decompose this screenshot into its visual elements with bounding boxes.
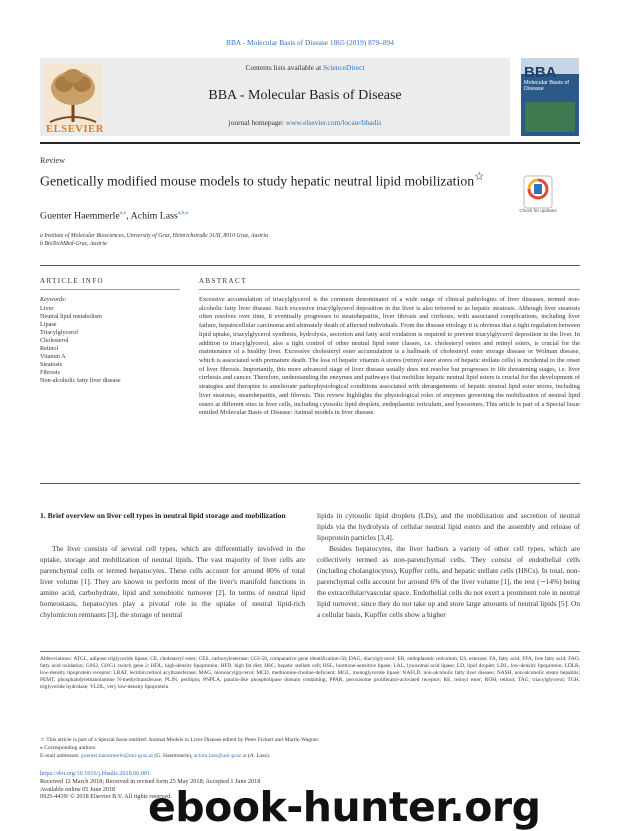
check-for-updates-label[interactable]: Check for updates — [519, 208, 557, 213]
journal-homepage-line — [110, 118, 500, 127]
sciencedirect-link[interactable]: ScienceDirect — [323, 63, 365, 72]
cover-illustration — [525, 102, 575, 132]
body-paragraph: The liver consists of several cell types, which are differentially involved in the uptake, storage and mobilization of neutral lipids. The vast majority of liver cells are parenchymal cells or termed hepatocytes. These cells account for around 80% of total liver volume [1]. They are known to perform most of the liver's manifold functions in amino acid, carbohydrate, lipid and xenobiotic turnover [2]. In terms of neutral lipid homeostasis, hepatocytes play a pivotal role in the uptake of neutral lipid-rich chylomicron remnants [3], the storage of neutral — [40, 544, 305, 619]
contents-prefix: Contents lists available at — [245, 63, 324, 72]
contents-line — [110, 63, 500, 72]
keywords-list — [40, 305, 121, 385]
body-paragraph: Besides hepatocytes, the liver harbors a variety of other cell types, which are collectively termed as non-parenchymal cells. They consist of endothelial cells (including cholangiocytes), Kupffer cells, and hepatic stellate cells (HSCs). In total, non-parenchymal cells account for around 6% of the liver volume [1], the rest (∼14%) being the extracellular/vascular space. Endothelial cells do not exert a prominent role in neutral lipid turnover, since they do not take up and store large amounts of neutral lipids [5]. On a cellular basis, Kupffer cells show a higher — [317, 544, 580, 619]
keywords-heading: Keywords: — [40, 296, 67, 303]
publisher-name: ELSEVIER — [46, 124, 104, 135]
copyright-line: 0925-4439/ © 2018 Elsevier B.V. All rights reserved. — [40, 793, 172, 801]
cover-subtitle: Molecular Basis of Disease — [524, 80, 569, 93]
affiliation: a Institute of Molecular Biosciences, University of Graz, Heinrichstraße 31/II, 8010 Graz, Austria — [40, 233, 268, 239]
body-paragraph: lipids in cytosolic lipid droplets (LDs), and the mobilization and secretion of neutral lipids via the hydrolysis of cellular neutral lipid esters and the assembly and release of lipoprotein particles [3,4]. — [317, 511, 580, 542]
keyword: Neutral lipid metabolism — [40, 313, 102, 321]
article-info-heading: ARTICLE INFO — [40, 277, 105, 285]
keywords-rule — [40, 289, 180, 290]
author-name[interactable]: Achim Lass — [130, 210, 178, 222]
email-link[interactable]: guenter.haemmerle@uni-graz.at — [81, 753, 153, 759]
email-footnote — [40, 753, 270, 759]
section-heading: 1. Brief overview on liver cell types in neutral lipid storage and mobilization — [40, 511, 286, 520]
check-for-updates-icon[interactable] — [523, 175, 553, 209]
doi-link[interactable]: https://doi.org/10.1016/j.bbadis.2018.06.001 — [40, 770, 151, 777]
email-owner: (G. Haemmerle), — [152, 753, 194, 759]
keyword: Steatosis — [40, 361, 63, 369]
author-list: Guenter Haemmerle$^{a,⁎}$, Achim Lass$^{a,b,⁎}$ — [40, 210, 189, 222]
body-column-left — [40, 543, 305, 620]
footnote-divider — [40, 651, 580, 652]
keyword: Liver — [40, 305, 54, 312]
keyword: Non-alcoholic fatty liver disease — [40, 377, 121, 385]
online-date: Available online 05 June 2018 — [40, 785, 116, 793]
keyword: Cholesterol — [40, 337, 69, 345]
email-prefix: E-mail addresses: — [40, 753, 82, 759]
body-column-right — [317, 510, 580, 620]
journal-homepage-link[interactable]: www.elsevier.com/locate/bbadis — [285, 118, 382, 127]
article-title — [40, 170, 510, 191]
email-link[interactable]: achim.lass@uni-graz.at — [193, 753, 247, 759]
article-type: Review — [40, 156, 66, 165]
title-footnote-mark[interactable]: ☆ — [474, 171, 485, 183]
journal-reference[interactable]: BBA - Molecular Basis of Disease 1865 (2019) 879–894 — [226, 38, 394, 47]
front-matter-divider — [40, 265, 580, 266]
received-dates: Received 12 March 2018; Received in revised form 25 May 2018; Accepted 1 June 2018 — [40, 778, 261, 785]
cover-title: BBA — [524, 64, 557, 81]
abstract-heading: ABSTRACT — [199, 277, 247, 285]
author-affiliation-marks[interactable]: a,⁎ — [119, 210, 127, 216]
corresponding-author-footnote: ⁎ Corresponding authors. — [40, 745, 97, 751]
keyword: Lipase — [40, 321, 57, 329]
author-name[interactable]: Guenter Haemmerle — [40, 210, 120, 222]
watermark-text: ebook-hunter.org — [148, 783, 541, 831]
special-issue-footnote: ☆ This article is part of a Special Issue entitled: Animal Models in Liver Disease edited by Peter Fickert and Martin Wagner. — [40, 737, 320, 743]
affiliation: b BioTechMed-Graz, Austria — [40, 241, 107, 247]
abstract-bottom-divider — [40, 483, 580, 484]
keyword: Triacylglycerol — [40, 329, 78, 337]
journal-title: BBA - Molecular Basis of Disease — [208, 88, 402, 103]
header-divider — [40, 142, 580, 144]
author-affiliation-marks[interactable]: a,b,⁎ — [177, 210, 189, 216]
elsevier-tree-logo-icon — [44, 64, 102, 128]
abstract-text: Excessive accumulation of triacylglycerol is the common denominator of a wide range of clinical pathologies of liver diseases, termed non-alcoholic fatty liver disease. Such excessive triacylglycerol deposition in the liver is also referred to as hepatic steatosis. Although liver steatosis often resolves over time, it eventually progresses to steatohepatitis, liver fibrosis and cirrhosis, with associated complications, including liver failure, hepatocellular carcinoma and ultimately death of affected individuals. From the disease etiology it is obvious that a tight regulation between lipid uptake, triacylglycerol synthesis, hydrolysis, secretion and fatty acid oxidation is required to prevent triacylglycerol deposition in the liver. In addition to triacylglycerol, also a tight control of other neutral lipid ester classes, i.e. cholesteryl esters and retinyl esters, is crucial for the maintenance of a healthy liver. Excessive cholesteryl ester accumulation is a hallmark of cholesteryl ester storage disease or Wolman disease, which is associated with premature death. The loss of hepatic vitamin A stores (retinyl ester stores of hepatic stellate cells) is incidental to the onset of liver fibrosis. Importantly, this more advanced stage of liver disease usually does not resolve but progresses to life threatening stages, i.e. liver cirrhosis and cancer. Therefore, understanding the enzymes and pathways that mobilize hepatic neutral lipid esters is crucial for the development of strategies and therapies to ameliorate pathophysiological conditions associated with derangements of hepatic neutral lipid ester stores, including liver steatosis, steatohepatitis, and fibrosis. This review highlights the physiological roles of enzymes governing the mobilization of neutral lipid esters at different sites in liver cells, including cytosolic lipid droplets, endoplasmic reticulum, and lysosomes. This article is part of a Special Issue entitled Molecular Basis of Disease: Animal models in liver disease. — [199, 296, 581, 417]
keyword: Retinol — [40, 345, 59, 353]
email-owner: (A. Lass). — [246, 753, 271, 759]
article-title-text: Genetically modified mouse models to study hepatic neutral lipid mobilization — [40, 173, 475, 189]
homepage-prefix: journal homepage: — [228, 118, 286, 127]
journal-cover-image — [521, 58, 579, 136]
keyword: Vitamin A — [40, 353, 66, 361]
keyword: Fibrosis — [40, 369, 60, 377]
abbreviations-footnote: Abbreviations: ATGL, adipose triglyceride lipase; CE, cholesteryl ester; CES, carboxylesterase; CGI-58, comparative gene identification-58; DAG, diacylglycerol; ER, endoplasmic reticulum; ES, esterase; FA, fatty acid; FFA, free fatty acid; FAO, fatty acid oxidation; G0S2, G0/G1 switch gene 2; HDL, high-density lipoprotein; HFD, high fat diet; HSC, hepatic stellate cell; HSL, hormone-sensitive lipase; LAL, lysosomal acid lipase; LD, lipid droplet; LDL, low-density lipoprotein; LDLR, low-density lipoprotein receptor; LRAT, lecithin:retinol acyltransferase; MAG, monoacylglycerol; MCD, methionine-choline-deficient; MGL, monoglyceride lipase; NAFLD, non-alcoholic fatty liver disease; NASH, non-alcoholic steato hepatitis; PEMT, phosphatidylethanolamine N-methyltransferase; PLIN, perilipin; PNPLA, patatin-like phospholipase domain containing; PPAR, peroxisome proliferator-activated receptor; RE, retinyl ester; ROH, retinol; TAG, triacylglycerol; TGH, triglyceride hydrolase; VLDL, very low-density lipoprotein — [40, 656, 580, 691]
abstract-rule — [199, 289, 580, 290]
